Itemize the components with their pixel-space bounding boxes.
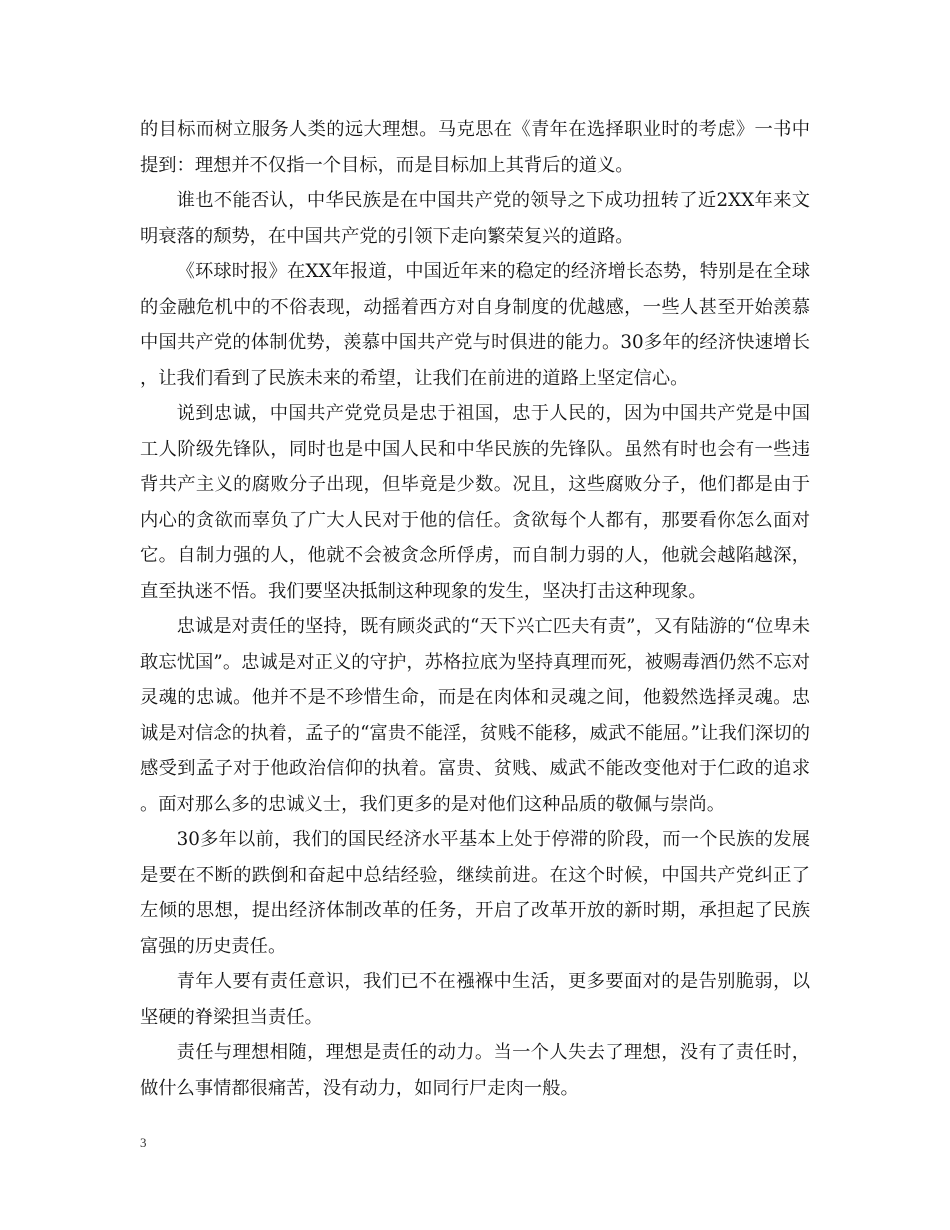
page-number: 3 [140, 1135, 147, 1150]
paragraph-global-times: 《环球时报》在XX年报道，中国近年来的稳定的经济增长态势，特别是在全球的金融危机中的不俗表现，动摇着西方对自身制度的优越感，一些人甚至开始羡慕中国共产党的体制优势，羡慕中国共产党与时俱进的能力。30多年的经济快速增长，让我们看到了民族未来的希望，让我们在前进的道路上坚定信心。 [140, 261, 810, 389]
paragraph-reform-history: 30多年以前，我们的国民经济水平基本上处于停滞的阶段，而一个民族的发展是要在不断的跌倒和奋起中总结经验，继续前进。在这个时候，中国共产党纠正了左倾的思想，提出经济体制改革的任务，开启了改革开放的新时期，承担起了民族富强的历史责任。 [140, 829, 810, 957]
paragraph-continuation: 的目标而树立服务人类的远大理想。马克思在《青年在选择职业时的考虑》一书中提到：理想并不仅指一个目标，而是目标加上其背后的道义。 [140, 119, 810, 176]
paragraph-ideal-responsibility: 责任与理想相随，理想是责任的动力。当一个人失去了理想，没有了责任时，做什么事情都很痛苦，没有动力，如同行尸走肉一般。 [140, 1042, 810, 1099]
page-body [140, 112, 810, 1106]
paragraph-nation-revival: 谁也不能否认，中华民族是在中国共产党的领导之下成功扭转了近2XX年来文明衰落的颓势，在中国共产党的引领下走向繁荣复兴的道路。 [140, 190, 810, 247]
paragraph-loyalty-responsibility: 忠诚是对责任的坚持，既有顾炎武的“天下兴亡匹夫有责”，又有陆游的“位卑未敢忘忧国”。忠诚是对正义的守护，苏格拉底为坚持真理而死，被赐毒酒仍然不忘对灵魂的忠诚。他并不是不珍惜生命，而是在肉体和灵魂之间，他毅然选择灵魂。忠诚是对信念的执着，孟子的“富贵不能淫，贫贱不能移，威武不能屈。”让我们深切的感受到孟子对于他政治信仰的执着。富贵、贫贱、威武不能改变他对于仁政的追求。面对那么多的忠诚义士，我们更多的是对他们这种品质的敬佩与崇尚。 [140, 616, 810, 815]
paragraph-loyalty-party: 说到忠诚，中国共产党党员是忠于祖国，忠于人民的，因为中国共产党是中国工人阶级先锋队，同时也是中国人民和中华民族的先锋队。虽然有时也会有一些违背共产主义的腐败分子出现，但毕竟是少数。况且，这些腐败分子，他们都是由于内心的贪欲而辜负了广大人民对于他的信任。贪欲每个人都有，那要看你怎么面对它。自制力强的人，他就不会被贪念所俘虏，而自制力弱的人，他就会越陷越深，直至执迷不悟。我们要坚决抵制这种现象的发生，坚决打击这种现象。 [140, 403, 810, 602]
paragraph-youth-responsibility: 青年人要有责任意识，我们已不在襁褓中生活，更多要面对的是告别脆弱，以坚硬的脊梁担当责任。 [140, 971, 810, 1028]
